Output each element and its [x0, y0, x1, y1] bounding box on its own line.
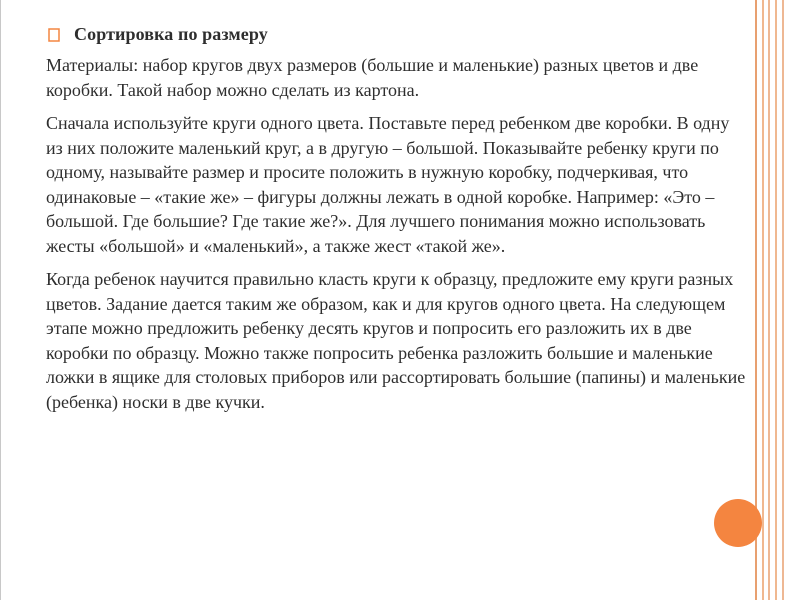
slide-heading: Сортировка по размеру: [74, 24, 268, 44]
paragraph-instructions: Сначала используйте круги одного цвета. Поставьте перед ребенком две коробки. В одну из них положите маленький круг, а в другую – большой. Показывайте ребенку круги по одному, называйте размер и просите положить в нужную коробку, подчеркивая, что одинаковые – «такие же» – фигуры должны лежать в одной коробке. Например: «Это – большой. Где большие? Где такие же?». Для лучшего понимания можно использовать жесты «большой» и «маленький», а также жест «такой же».: [46, 113, 730, 256]
bullet-icon: [46, 27, 62, 43]
heading-row: [46, 24, 746, 45]
paragraph-next-steps: Когда ребенок научится правильно класть круги к образцу, предложите ему круги разных цветов. Задание дается таким же образом, как и для кругов одного цвета. На следующем этапе можно предложить ребенку десять кругов и попросить его разложить их в две коробки по образцу. Можно также попросить ребенка разложить большие и маленькие ложки в ящике для столовых приборов или рассортировать большие (папины) и маленькие (ребенка) носки в две кучки.: [46, 269, 746, 412]
paragraph-materials: Материалы: набор кругов двух размеров (большие и маленькие) разных цветов и две коробки. Такой набор можно сделать из картона.: [46, 55, 699, 100]
slide-content: [46, 24, 746, 423]
decorative-orange-circle: [714, 499, 762, 547]
